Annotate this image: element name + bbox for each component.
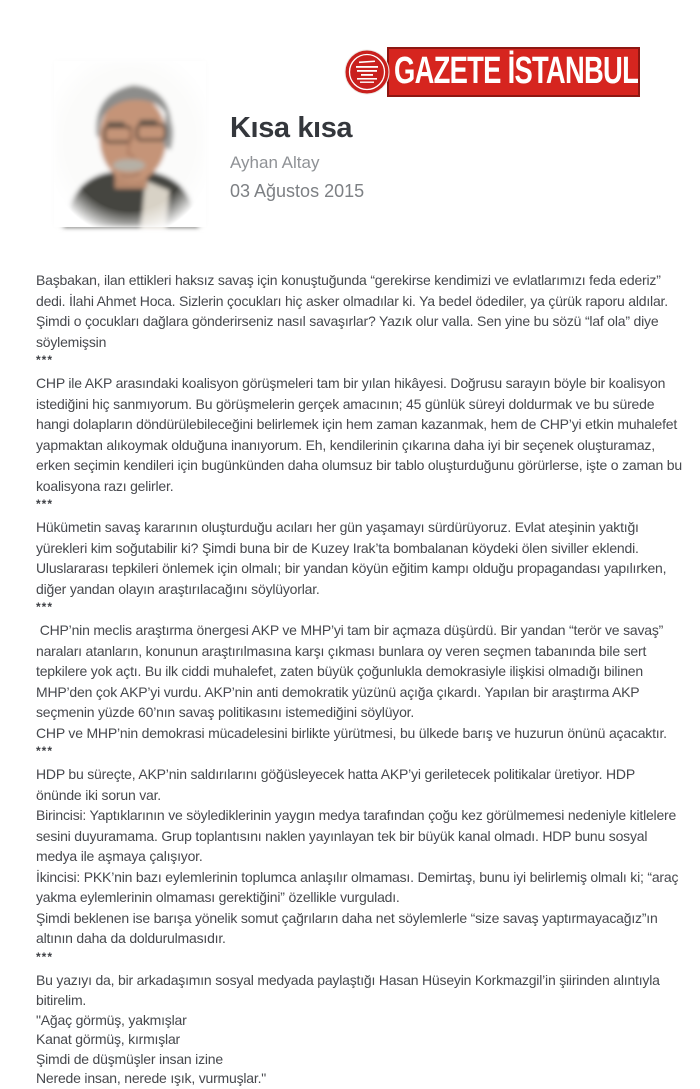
article-paragraph: CHP ile AKP arasındaki koalisyon görüşmeleri tam bir yılan hikâyesi. Doğrusu sarayın böyle bir koalisyon istediğini hiç sanmıyorum. Bu görüşmelerin gerçek amacının; 45 günlük süreyi doldurmak ve bu sürede hangi dolapların döndürülebileceğini belirlemek için hem zaman kazanmak, hem de CHP’yi etkin muhalefet yapmaktan alıkoymak olduğuna inanıyorum. Eh, kendilerinin çıkarına daha iyi bir seçenek oluşturamaz, erken seçimin kendileri için bugünkünden daha olumsuz bir tablo oluşturduğunu görürlerse, işte o zaman bu koalisyona razı gelirler. — [36, 375, 686, 494]
article-paragraph: Hükümetin savaş kararının oluşturduğu acıları her gün yaşamayı sürdürüyoruz. Evlat ateşinin yaktığı yürekleri kim soğutabilir ki? Şimdi buna bir de Kuzey Irak’ta bombalanan köydeki ölen siviller eklendi. Uluslararası tepkileri önlemek için olmalı; bir yandan köyün eğitim kampı olduğu propagandası yapılırken, diğer yandan olayın araştırılacağını söylüyorlar. — [36, 519, 671, 597]
section-separator: *** — [36, 353, 54, 367]
section-separator: *** — [36, 497, 54, 511]
logo-title: GAZETE İSTANBUL — [394, 50, 639, 92]
newspaper-seal-icon — [344, 49, 390, 95]
poem-line: Kanat görmüş, kırmışlar — [36, 1031, 180, 1047]
section-separator: *** — [36, 600, 54, 614]
logo-banner — [387, 47, 640, 97]
author-portrait-photo — [54, 60, 206, 228]
article-paragraph: Şimdi beklenen ise barışa yönelik somut çağrıların daha net söylemlerle “size savaş yaptırmayacağız”ın altının daha da doldurulmasıdır. — [36, 909, 662, 946]
article-paragraph: CHP ve MHP’nin demokrasi mücadelesini birlikte yürütmesi, bu ülkede barış ve huzurun önünü açacaktır. — [36, 724, 667, 741]
article-paragraph: Bu yazıyı da, bir arkadaşımın sosyal medyada paylaştığı Hasan Hüseyin Korkmazgil’in şiirinden alıntıyla bitirelim. — [36, 971, 664, 1008]
article-paragraph: Başbakan, ilan ettikleri haksız savaş için konuştuğunda “gerekirse kendimizi ve evlatlarımızı feda ederiz” dedi. İlahi Ahmet Hoca. Sizlerin çocukları hiç asker olmadılar ki. Ya bedel ödediler, ya çürük raporu aldılar. Şimdi o çocukları dağlara gönderirseniz nasıl savaşırlar? Yazık olur valla. Sen yine bu sözü “laf ola” diye söylemişsin — [36, 272, 672, 350]
article-paragraph: Birincisi: Yaptıklarının ve söylediklerinin yaygın medya tarafından çoğu kez görülmemesi nedeniyle kitlelere sesini duyuramama. Grup toplantısını naklen yayınlayan tek bir büyük kanal olmadı. HDP bunu sosyal medya ile aşmaya çalışıyor. — [36, 807, 680, 864]
newspaper-logo — [344, 45, 646, 103]
column-title: Kısa kısa — [230, 112, 353, 144]
column-header — [230, 112, 364, 202]
publish-date: 03 Ağustos 2015 — [230, 181, 365, 201]
article-paragraph: CHP’nin meclis araştırma önergesi AKP ve MHP’yi tam bir açmaza düşürdü. Bir yandan “terör ve savaş” naraları atanların, konunun araştırılmasına karşı çıkması bunlara oy veren seçmen tabanında bile sert tepkilere yok açtı. Bu ilk ciddi muhalefet, zaten büyük çoğunlukla demokrasiyle ilişkisi olmadığı bilinen MHP’den çok AKP’yi vurdu. AKP’nin anti demokratik yüzünü açığa çıkardı. Yapılan bir araştırma AKP seçmenin yüzde 60’nın savaş politikasını istemediğini söylüyor. — [36, 622, 667, 720]
author-name: Ayhan Altay — [230, 153, 320, 172]
poem-line: Şimdi de düşmüşler insan izine — [36, 1050, 223, 1067]
author-portrait-illustration — [54, 60, 206, 228]
poem-line: Nerede insan, nerede ışık, vurmuşlar." — [36, 1070, 267, 1086]
article-body — [36, 270, 686, 1089]
section-separator: *** — [36, 949, 54, 964]
article-paragraph: HDP bu süreçte, AKP’nin saldırılarını göğüsleyecek hatta AKP’yi geriletecek politikalar üretiyor. HDP önünde iki sorun var. — [36, 766, 639, 803]
article-paragraph: İkincisi: PKK’nin bazı eylemlerinin toplumca anlaşılır olmaması. Demirtaş, bunu iyi belirlemiş olmalı ki; “araç yakma eylemlerinin olmaması gerektiğini” özellikle vurguladı. — [36, 868, 682, 905]
section-separator: *** — [36, 744, 54, 758]
poem-line: "Ağaç görmüş, yakmışlar — [36, 1011, 187, 1028]
